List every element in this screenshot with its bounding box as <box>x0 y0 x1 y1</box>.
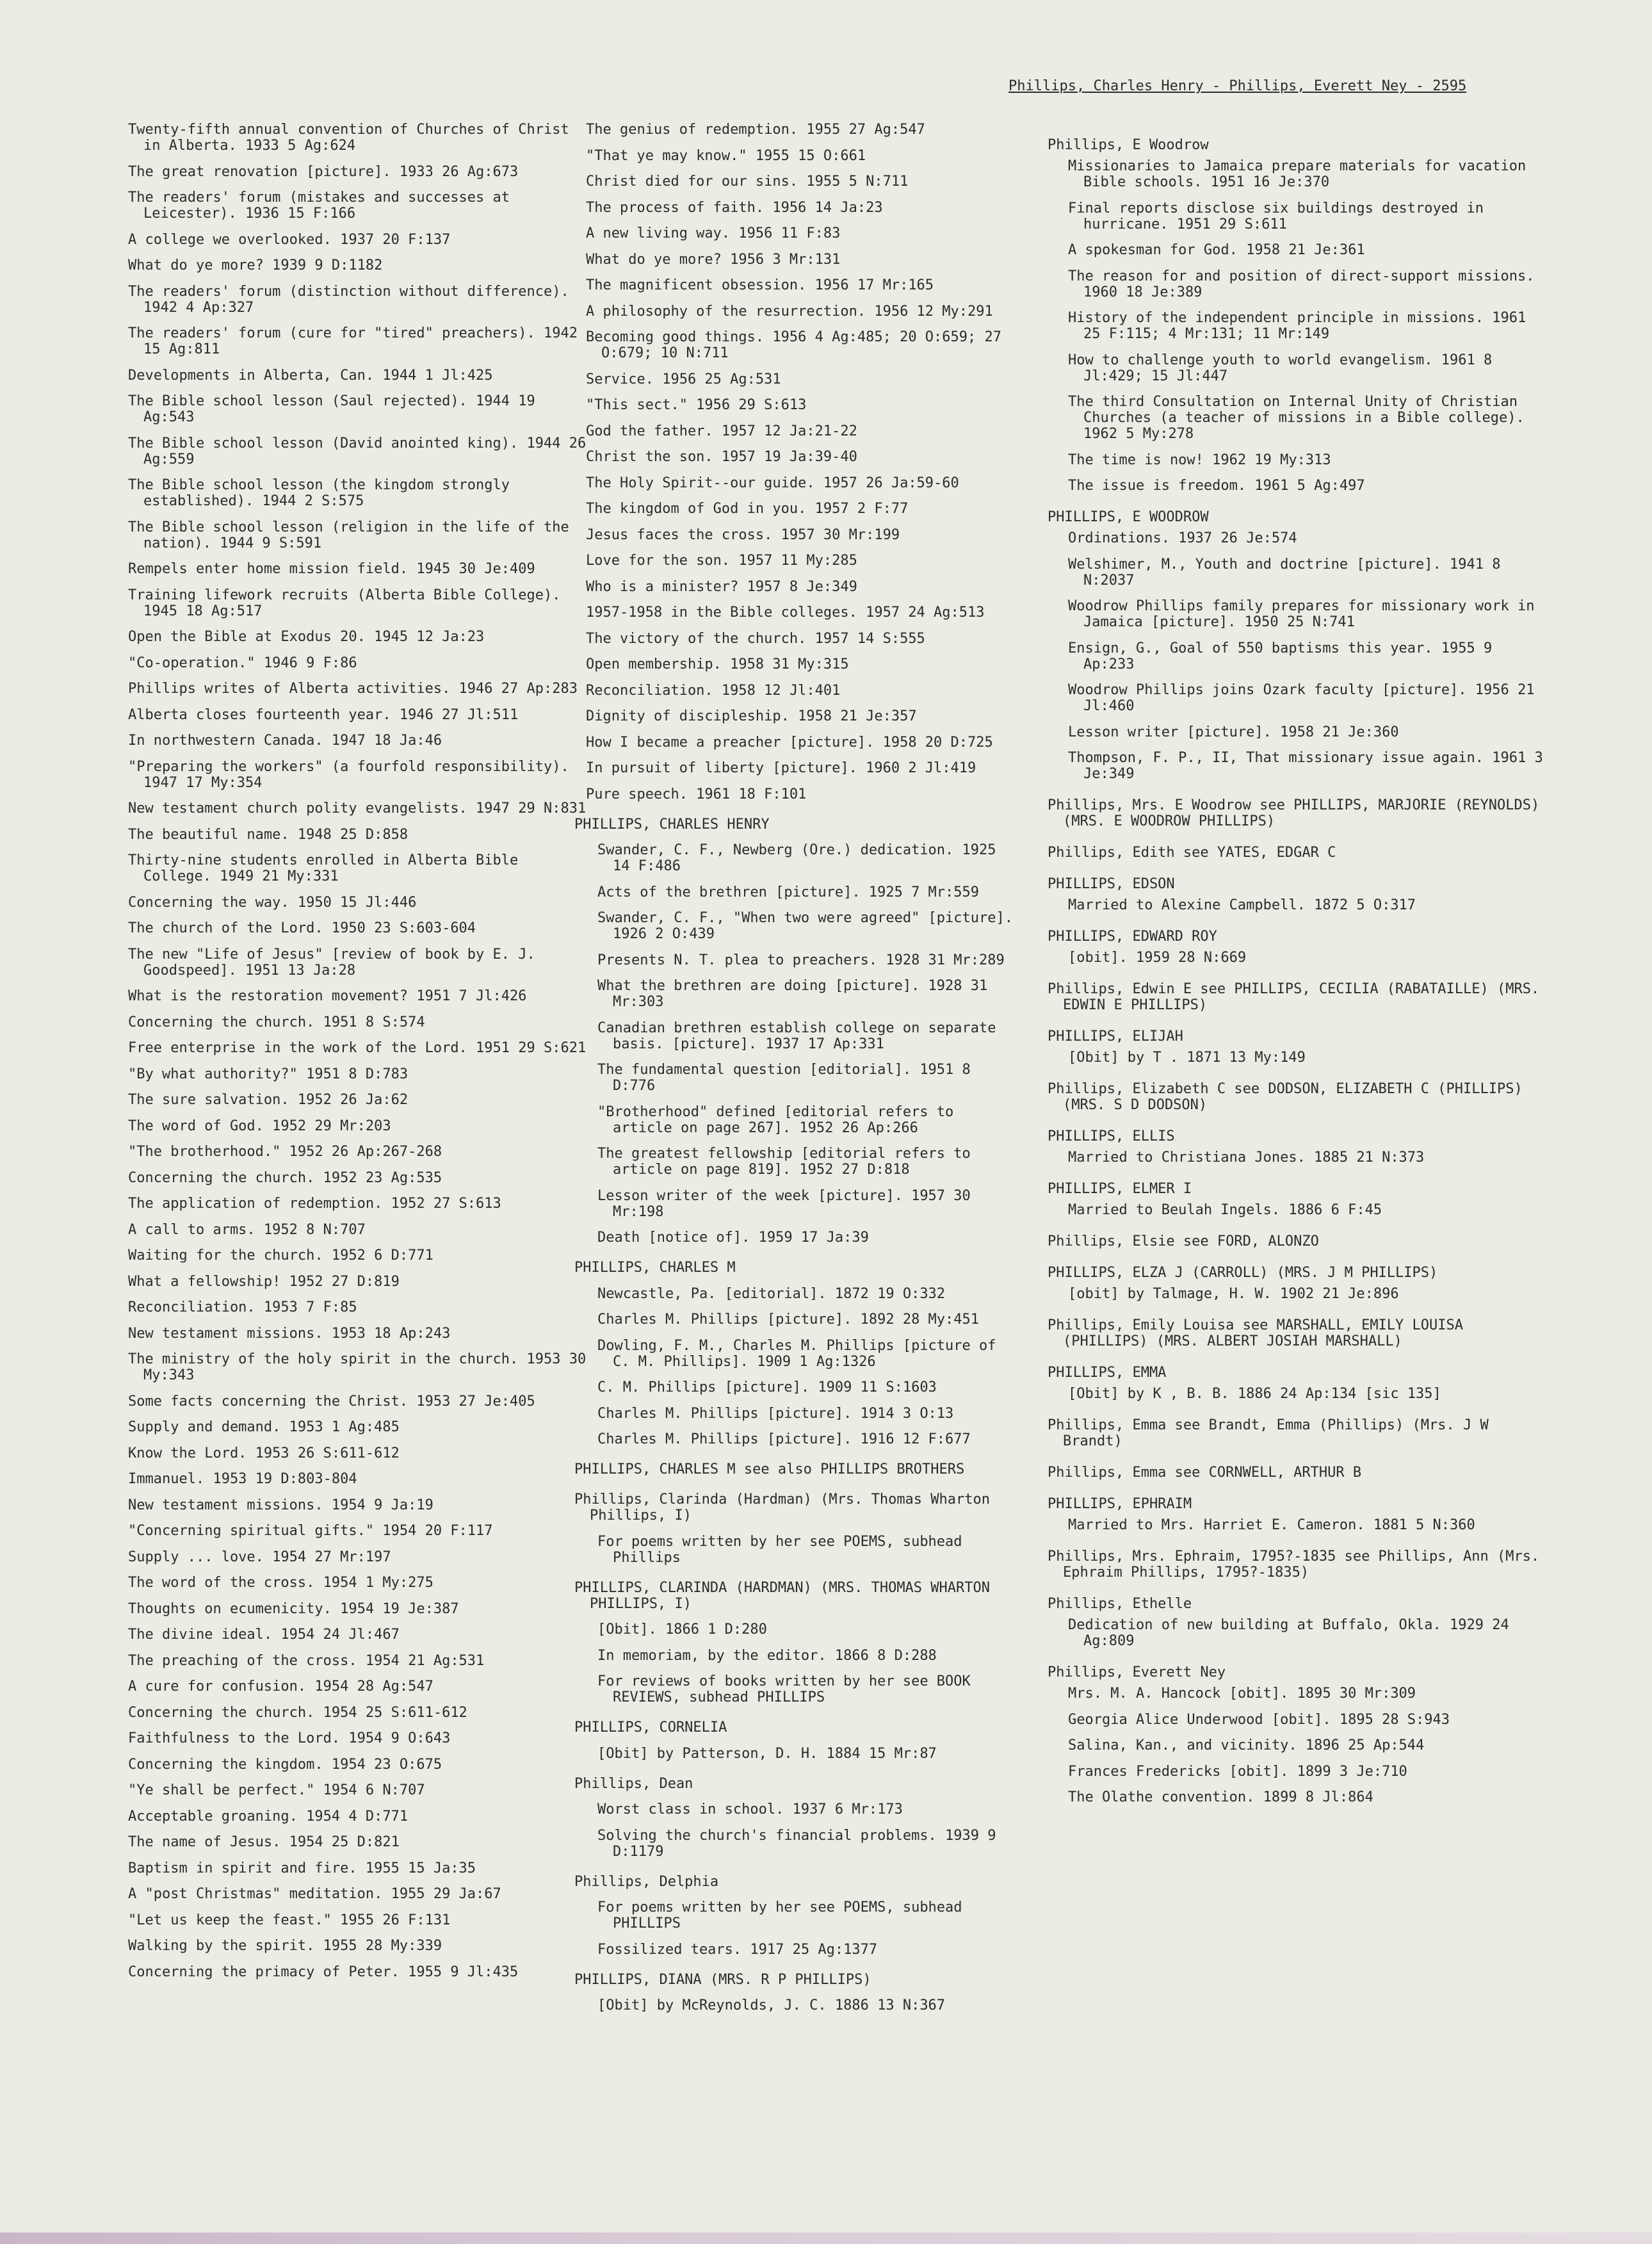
index-entry: The church of the Lord. 1950 23 S:603-604 <box>128 920 476 936</box>
index-entry: Immanuel. 1953 19 D:803-804 <box>128 1471 357 1487</box>
scan-edge-strip <box>0 2232 1652 2244</box>
index-entry: Charles M. Phillips [picture]. 1916 12 F:677 <box>597 1431 971 1447</box>
index-heading: PHILLIPS, EMMA <box>1048 1365 1167 1381</box>
index-entry: Lesson writer of the week [picture]. 1957 30 Mr:198 <box>597 1187 971 1220</box>
index-entry: A spokesman for God. 1958 21 Je:361 <box>1068 242 1365 258</box>
index-entry: The Bible school lesson (David anointed king). 1944 26 Ag:559 <box>128 435 587 468</box>
index-entry: New testament church polity evangelists. 1947 29 N:831 <box>128 801 587 817</box>
index-heading: PHILLIPS, EPHRAIM <box>1048 1496 1192 1512</box>
index-heading: PHILLIPS, ELZA J (CARROLL) (MRS. J M PHILLIPS) <box>1048 1265 1438 1281</box>
index-entry: Concerning the kingdom. 1954 23 O:675 <box>128 1756 442 1773</box>
index-entry: Acceptable groaning. 1954 4 D:771 <box>128 1808 409 1825</box>
index-entry: The readers' forum (distinction without difference). 1942 4 Ap:327 <box>128 283 569 316</box>
index-entry: Dedication of new building at Buffalo, Okla. 1929 24 Ag:809 <box>1068 1617 1509 1649</box>
index-heading: PHILLIPS, CHARLES M see also PHILLIPS BROTHERS <box>574 1461 965 1477</box>
index-entry: [Obit] by McReynolds, J. C. 1886 13 N:367 <box>597 1997 946 2013</box>
index-heading: PHILLIPS, EDWARD ROY <box>1048 929 1217 945</box>
index-entry: The readers' forum (cure for "tired" preachers). 1942 15 Ag:811 <box>128 325 578 357</box>
index-entry: Waiting for the church. 1952 6 D:771 <box>128 1248 433 1264</box>
index-entry: Lesson writer [picture]. 1958 21 Je:360 <box>1068 724 1399 740</box>
index-entry: In northwestern Canada. 1947 18 Ja:46 <box>128 733 442 749</box>
index-entry: Supply ... love. 1954 27 Mr:197 <box>128 1549 391 1565</box>
index-entry: The time is now! 1962 19 My:313 <box>1068 451 1331 468</box>
index-entry: The Bible school lesson (Saul rejected). 1944 19 Ag:543 <box>128 393 535 425</box>
index-entry: What a fellowship! 1952 27 D:819 <box>128 1273 400 1290</box>
index-entry: What do ye more? 1956 3 Mr:131 <box>586 251 841 268</box>
index-entry: Georgia Alice Underwood [obit]. 1895 28 S:943 <box>1068 1711 1450 1728</box>
index-entry: Twenty-fifth annual convention of Churches of Christ in Alberta. 1933 5 Ag:624 <box>128 122 569 154</box>
index-heading: Phillips, Elsie see FORD, ALONZO <box>1048 1233 1319 1249</box>
index-heading: Phillips, Elizabeth C see DODSON, ELIZABETH C (PHILLIPS) (MRS. S D DODSON) <box>1048 1081 1523 1113</box>
index-entry: The Bible school lesson (religion in the life of the nation). 1944 9 S:591 <box>128 519 569 551</box>
index-heading: PHILLIPS, CHARLES HENRY <box>574 816 770 833</box>
index-heading: Phillips, Clarinda (Hardman) (Mrs. Thomas Wharton Phillips, I) <box>574 1492 991 1524</box>
index-entry: "Preparing the workers" (a fourfold responsibility). 1947 17 My:354 <box>128 758 569 791</box>
index-entry: The beautiful name. 1948 25 D:858 <box>128 826 409 843</box>
column-2 <box>574 122 1021 2024</box>
index-heading: PHILLIPS, ELMER I <box>1048 1181 1192 1197</box>
index-entry: The ministry of the holy spirit in the church. 1953 30 My:343 <box>128 1351 587 1383</box>
index-heading: PHILLIPS, EDSON <box>1048 876 1175 892</box>
index-entry: What do ye more? 1939 9 D:1182 <box>128 257 383 273</box>
index-entry: "This sect." 1956 29 S:613 <box>586 397 807 413</box>
index-entry: Concerning the church. 1954 25 S:611-612 <box>128 1704 467 1721</box>
index-entry: The genius of redemption. 1955 27 Ag:547 <box>586 122 925 138</box>
index-heading: PHILLIPS, CHARLES M <box>574 1260 736 1276</box>
index-entry: Thirty-nine students enrolled in Alberta Bible College. 1949 21 My:331 <box>128 852 519 884</box>
index-entry: "Ye shall be perfect." 1954 6 N:707 <box>128 1782 425 1798</box>
index-entry: New testament missions. 1954 9 Ja:19 <box>128 1497 433 1513</box>
index-heading: Phillips, Dean <box>574 1775 693 1792</box>
index-entry: A new living way. 1956 11 F:83 <box>586 225 841 241</box>
index-entry: History of the independent principle in missions. 1961 25 F:115; 4 Mr:131; 11 Mr:149 <box>1068 310 1526 342</box>
index-entry: The new "Life of Jesus" [review of book by E. J. Goodspeed]. 1951 13 Ja:28 <box>128 946 535 979</box>
index-entry: Mrs. M. A. Hancock [obit]. 1895 30 Mr:309 <box>1068 1686 1416 1702</box>
index-heading: Phillips, Edwin E see PHILLIPS, CECILIA (RABATAILLE) (MRS. EDWIN E PHILLIPS) <box>1048 981 1540 1013</box>
index-heading: PHILLIPS, CORNELIA <box>574 1720 727 1736</box>
index-entry: Free enterprise in the work of the Lord. 1951 29 S:621 <box>128 1040 587 1056</box>
index-entry: Open the Bible at Exodus 20. 1945 12 Ja:23 <box>128 629 485 645</box>
index-heading: Phillips, Mrs. E Woodrow see PHILLIPS, MARJORIE (REYNOLDS) (MRS. E WOODROW PHILLIPS) <box>1048 797 1540 829</box>
index-entry: Concerning the primacy of Peter. 1955 9 Jl:435 <box>128 1964 519 1980</box>
column-3 <box>1048 122 1543 1816</box>
page-header: Phillips, Charles Henry - Phillips, Everett Ney - 2595 <box>1008 78 1467 94</box>
index-entry: The process of faith. 1956 14 Ja:23 <box>586 199 883 216</box>
index-entry: "Brotherhood" defined [editorial refers to article on page 267]. 1952 26 Ap:266 <box>597 1103 954 1136</box>
index-entry: The fundamental question [editorial]. 1951 8 D:776 <box>597 1062 971 1094</box>
index-entry: Training lifework recruits (Alberta Bible College). 1945 18 Ag:517 <box>128 587 561 619</box>
index-entry: Death [notice of]. 1959 17 Ja:39 <box>597 1230 869 1246</box>
index-entry: Welshimer, M., Youth and doctrine [picture]. 1941 8 N:2037 <box>1068 556 1501 589</box>
index-entry: Walking by the spirit. 1955 28 My:339 <box>128 1938 442 1954</box>
index-entry: The issue is freedom. 1961 5 Ag:497 <box>1068 478 1365 494</box>
index-entry: Concerning the church. 1951 8 S:574 <box>128 1014 425 1030</box>
index-heading: PHILLIPS, DIANA (MRS. R P PHILLIPS) <box>574 1971 871 1988</box>
index-entry: The word of the cross. 1954 1 My:275 <box>128 1575 433 1591</box>
index-entry: The kingdom of God in you. 1957 2 F:77 <box>586 501 909 517</box>
index-entry: C. M. Phillips [picture]. 1909 11 S:1603 <box>597 1379 937 1395</box>
index-entry: Know the Lord. 1953 26 S:611-612 <box>128 1445 400 1461</box>
index-entry: Reconciliation. 1953 7 F:85 <box>128 1299 357 1315</box>
index-entry: Acts of the brethren [picture]. 1925 7 Mr:559 <box>597 884 980 900</box>
index-entry: For reviews of books written by her see BOOK REVIEWS, subhead PHILLIPS <box>597 1673 971 1705</box>
index-entry: The sure salvation. 1952 26 Ja:62 <box>128 1092 409 1108</box>
index-entry: New testament missions. 1953 18 Ap:243 <box>128 1325 451 1342</box>
index-entry: What is the restoration movement? 1951 7 Jl:426 <box>128 988 527 1004</box>
index-entry: Ordinations. 1937 26 Je:574 <box>1068 530 1297 546</box>
index-entry: "The brotherhood." 1952 26 Ap:267-268 <box>128 1144 442 1160</box>
index-entry: [Obit]. 1866 1 D:280 <box>597 1622 767 1638</box>
index-entry: Dignity of discipleship. 1958 21 Je:357 <box>586 708 917 724</box>
index-entry: In memoriam, by the editor. 1866 8 D:288 <box>597 1647 937 1664</box>
index-entry: How I became a preacher [picture]. 1958 20 D:725 <box>586 734 993 751</box>
index-heading: Phillips, Delphia <box>574 1873 719 1890</box>
index-entry: In pursuit of liberty [picture]. 1960 2 Jl:419 <box>586 760 976 776</box>
index-entry: Pure speech. 1961 18 F:101 <box>586 786 807 802</box>
index-entry: Married to Alexine Campbell. 1872 5 O:317 <box>1068 897 1416 913</box>
index-entry: Who is a minister? 1957 8 Je:349 <box>586 578 857 595</box>
index-entry: A "post Christmas" meditation. 1955 29 Ja:67 <box>128 1886 501 1902</box>
index-heading: Phillips, Emma see CORNWELL, ARTHUR B <box>1048 1465 1362 1481</box>
index-entry: [Obit] by Patterson, D. H. 1884 15 Mr:87 <box>597 1745 937 1762</box>
index-entry: The Bible school lesson (the kingdom strongly established). 1944 2 S:575 <box>128 477 510 509</box>
index-entry: The greatest fellowship [editorial refers to article on page 819]. 1952 27 D:818 <box>597 1146 971 1178</box>
index-entry: [Obit] by T . 1871 13 My:149 <box>1068 1050 1306 1066</box>
index-entry: A philosophy of the resurrection. 1956 12 My:291 <box>586 303 993 320</box>
index-entry: Developments in Alberta, Can. 1944 1 Jl:425 <box>128 367 493 384</box>
index-entry: A college we overlooked. 1937 20 F:137 <box>128 231 451 248</box>
index-entry: Concerning the way. 1950 15 Jl:446 <box>128 894 417 911</box>
index-entry: The name of Jesus. 1954 25 D:821 <box>128 1834 400 1850</box>
index-entry: The victory of the church. 1957 14 S:555 <box>586 630 925 647</box>
index-heading: Phillips, Mrs. Ephraim, 1795?-1835 see Phillips, Ann (Mrs. Ephraim Phillips, 1795?-1835) <box>1048 1549 1540 1581</box>
index-entry: Open membership. 1958 31 My:315 <box>586 656 849 672</box>
index-heading: Phillips, Emma see Brandt, Emma (Phillips) (Mrs. J W Brandt) <box>1048 1417 1489 1449</box>
index-entry: Some facts concerning the Christ. 1953 27 Je:405 <box>128 1393 535 1410</box>
index-entry: Baptism in spirit and fire. 1955 15 Ja:35 <box>128 1860 476 1876</box>
index-entry: Woodrow Phillips family prepares for missionary work in Jamaica [picture]. 1950 25 N:741 <box>1068 598 1535 630</box>
index-heading: Phillips, Everett Ney <box>1048 1664 1226 1680</box>
index-entry: Salina, Kan., and vicinity. 1896 25 Ap:544 <box>1068 1737 1425 1753</box>
index-entry: [obit] by Talmage, H. W. 1902 21 Je:896 <box>1068 1286 1399 1302</box>
index-heading: PHILLIPS, CLARINDA (HARDMAN) (MRS. THOMAS WHARTON PHILLIPS, I) <box>574 1579 991 1612</box>
index-entry: The readers' forum (mistakes and successes at Leicester). 1936 15 F:166 <box>128 190 510 222</box>
index-entry: Ensign, G., Goal of 550 baptisms this year. 1955 9 Ap:233 <box>1068 640 1493 672</box>
index-entry: Swander, C. F., "When two were agreed" [picture]. 1926 2 O:439 <box>597 910 1014 942</box>
index-entry: The Holy Spirit--our guide. 1957 26 Ja:59-60 <box>586 475 959 491</box>
index-heading: PHILLIPS, ELIJAH <box>1048 1028 1183 1045</box>
index-entry: "Co-operation." 1946 9 F:86 <box>128 654 357 671</box>
index-entry: Solving the church's financial problems. 1939 9 D:1179 <box>597 1827 996 1860</box>
index-entry: Becoming good things. 1956 4 Ag:485; 20 O:659; 27 O:679; 10 N:711 <box>586 329 1002 361</box>
index-entry: "Let us keep the feast." 1955 26 F:131 <box>128 1912 451 1928</box>
index-entry: Phillips writes of Alberta activities. 1946 27 Ap:283 <box>128 681 578 697</box>
index-entry: For poems written by her see POEMS, subhead Phillips <box>597 1533 962 1566</box>
index-entry: The great renovation [picture]. 1933 26 Ag:673 <box>128 163 519 180</box>
index-entry: Jesus faces the cross. 1957 30 Mr:199 <box>586 526 900 543</box>
index-entry: Reconciliation. 1958 12 Jl:401 <box>586 682 841 699</box>
index-heading: Phillips, Ethelle <box>1048 1596 1192 1612</box>
index-entry: "By what authority?" 1951 8 D:783 <box>128 1066 409 1082</box>
index-entry: Faithfulness to the Lord. 1954 9 O:643 <box>128 1730 451 1746</box>
index-entry: Frances Fredericks [obit]. 1899 3 Je:710 <box>1068 1763 1407 1780</box>
index-entry: The preaching of the cross. 1954 21 Ag:531 <box>128 1652 485 1669</box>
index-heading: PHILLIPS, E WOODROW <box>1048 509 1209 525</box>
index-heading: PHILLIPS, ELLIS <box>1048 1128 1175 1144</box>
index-entry: Newcastle, Pa. [editorial]. 1872 19 O:332 <box>597 1285 946 1302</box>
index-entry: [obit]. 1959 28 N:669 <box>1068 950 1247 966</box>
index-entry: The word of God. 1952 29 Mr:203 <box>128 1118 391 1134</box>
index-entry: Supply and demand. 1953 1 Ag:485 <box>128 1419 400 1435</box>
index-entry: Presents N. T. plea to preachers. 1928 31 Mr:289 <box>597 952 1005 968</box>
index-entry: Married to Christiana Jones. 1885 21 N:373 <box>1068 1150 1425 1166</box>
index-entry: How to challenge youth to world evangelism. 1961 8 Jl:429; 15 Jl:447 <box>1068 352 1493 384</box>
index-entry: Concerning the church. 1952 23 Ag:535 <box>128 1169 442 1186</box>
index-entry: Love for the son. 1957 11 My:285 <box>586 553 857 569</box>
index-entry: A call to arms. 1952 8 N:707 <box>128 1221 366 1238</box>
index-entry: Charles M. Phillips [picture]. 1914 3 O:13 <box>597 1405 954 1422</box>
index-entry: Missionaries to Jamaica prepare materials for vacation Bible schools. 1951 16 Je:370 <box>1068 158 1526 190</box>
index-heading: Phillips, E Woodrow <box>1048 137 1209 153</box>
index-heading: Phillips, Edith see YATES, EDGAR C <box>1048 845 1336 861</box>
index-entry: God the father. 1957 12 Ja:21-22 <box>586 423 857 439</box>
column-1 <box>128 122 589 1990</box>
index-entry: Swander, C. F., Newberg (Ore.) dedication. 1925 14 F:486 <box>597 842 996 874</box>
index-entry: Alberta closes fourteenth year. 1946 27 Jl:511 <box>128 706 519 723</box>
index-entry: Married to Mrs. Harriet E. Cameron. 1881 5 N:360 <box>1068 1517 1475 1533</box>
index-entry: 1957-1958 in the Bible colleges. 1957 24 Ag:513 <box>586 605 985 621</box>
index-entry: Worst class in school. 1937 6 Mr:173 <box>597 1801 903 1817</box>
index-entry: Charles M. Phillips [picture]. 1892 28 My:451 <box>597 1312 980 1328</box>
index-entry: Christ the son. 1957 19 Ja:39-40 <box>586 449 857 465</box>
index-entry: Final reports disclose six buildings destroyed in hurricane. 1951 29 S:611 <box>1068 200 1484 232</box>
index-entry: Thompson, F. P., II, That missionary issue again. 1961 3 Je:349 <box>1068 750 1543 782</box>
index-entry: "That ye may know." 1955 15 O:661 <box>586 147 866 164</box>
index-entry: Service. 1956 25 Ag:531 <box>586 371 781 387</box>
index-entry: For poems written by her see POEMS, subhead PHILLIPS <box>597 1899 962 1931</box>
index-entry: [Obit] by K , B. B. 1886 24 Ap:134 [sic 135] <box>1068 1386 1441 1402</box>
index-entry: Woodrow Phillips joins Ozark faculty [picture]. 1956 21 Jl:460 <box>1068 682 1535 714</box>
index-entry: The divine ideal. 1954 24 Jl:467 <box>128 1627 400 1643</box>
index-entry: What the brethren are doing [picture]. 1928 31 Mr:303 <box>597 978 988 1010</box>
index-entry: The reason for and position of direct-support missions. 1960 18 Je:389 <box>1068 268 1535 300</box>
index-entry: Christ died for our sins. 1955 5 N:711 <box>586 174 909 190</box>
index-heading: Phillips, Emily Louisa see MARSHALL, EMILY LOUISA (PHILLIPS) (MRS. ALBERT JOSIAH MARSHALL) <box>1048 1317 1464 1349</box>
index-entry: Thoughts on ecumenicity. 1954 19 Je:387 <box>128 1600 459 1617</box>
index-entry: Fossilized tears. 1917 25 Ag:1377 <box>597 1941 878 1958</box>
index-entry: The Olathe convention. 1899 8 Jl:864 <box>1068 1789 1373 1805</box>
index-entry: The third Consultation on Internal Unity of Christian Churches (a teacher of missions in a Bible college). 1962 5 My:278 <box>1068 394 1525 442</box>
index-entry: Married to Beulah Ingels. 1886 6 F:45 <box>1068 1202 1382 1218</box>
index-entry: A cure for confusion. 1954 28 Ag:547 <box>128 1679 433 1695</box>
index-entry: The magnificent obsession. 1956 17 Mr:165 <box>586 277 934 293</box>
index-entry: Dowling, F. M., Charles M. Phillips [picture of C. M. Phillips]. 1909 1 Ag:1326 <box>597 1337 996 1370</box>
index-entry: Rempels enter home mission field. 1945 30 Je:409 <box>128 561 535 577</box>
index-entry: Canadian brethren establish college on separate basis. [picture]. 1937 17 Ap:331 <box>597 1020 996 1052</box>
index-entry: The application of redemption. 1952 27 S:613 <box>128 1196 501 1212</box>
index-entry: "Concerning spiritual gifts." 1954 20 F:117 <box>128 1523 493 1539</box>
